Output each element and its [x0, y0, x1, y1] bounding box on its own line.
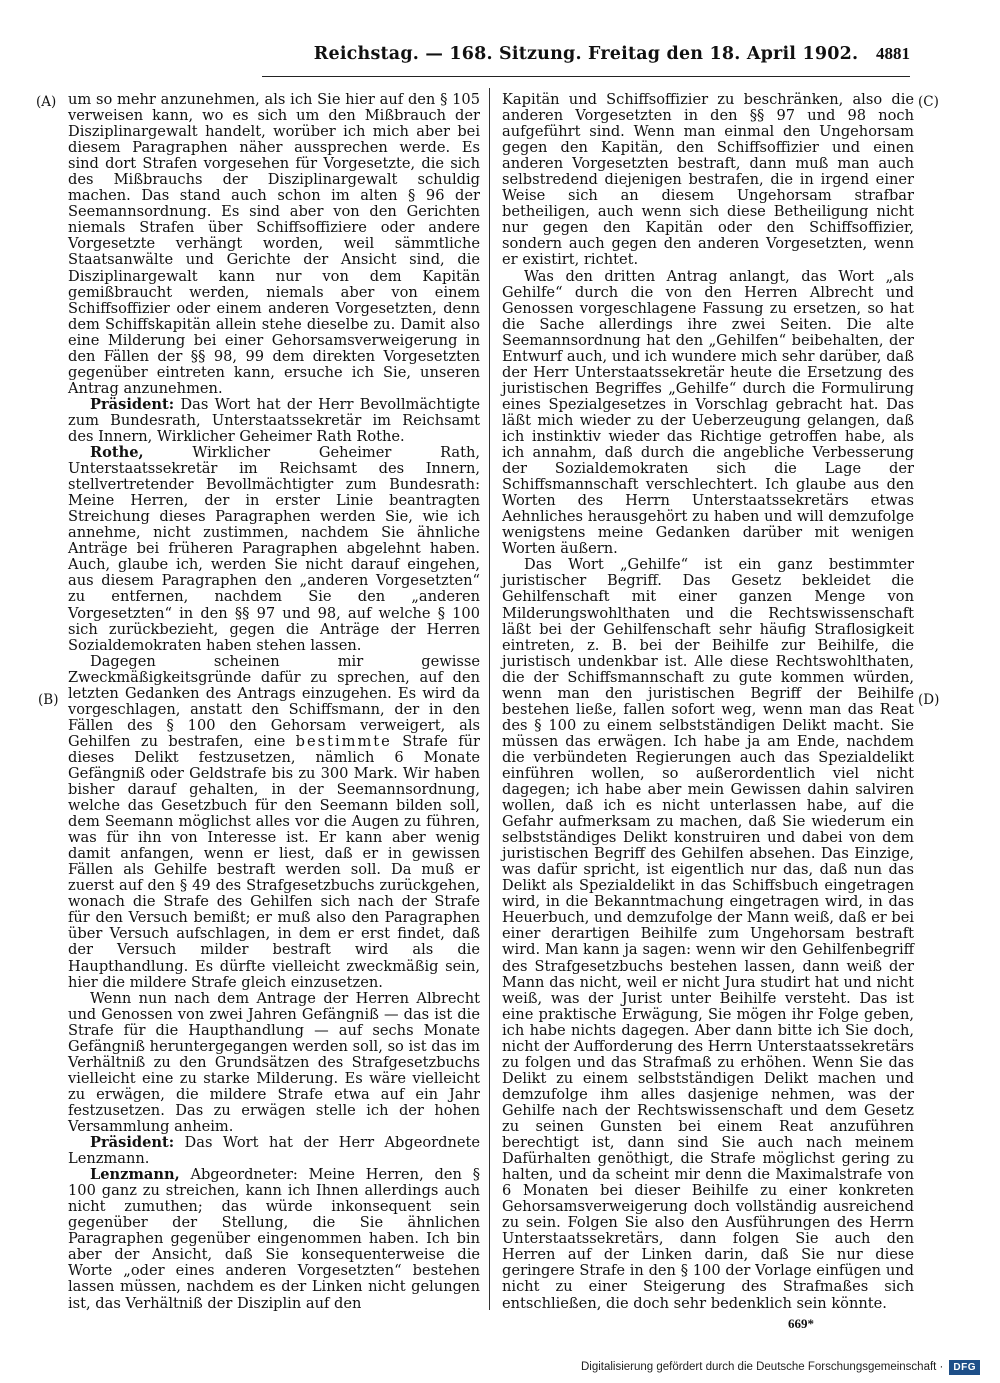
emphasized-word: bestimmte [295, 732, 392, 750]
dfg-logo: DFG [949, 1360, 980, 1375]
signature-mark: 669* [788, 1316, 814, 1331]
paragraph: Das Wort „Gehilfe“ ist ein ganz bestimmter juristischer Begriff. Das Gesetz bekleidet die Gehilfenschaft mit einer ganzen Menge von Milderungswohlthaten und die Rechtswissenschaft läßt bei der Gehilfenschaft sehr häufig Straflosigkeit eintreten, z. B. bei der Beihilfe zur Beihilfe, die juristisch undenkbar ist. Alle diese Rechtswohlthaten, die der Schiffsmannschaft zu gute kommen würden, wenn man den juristischen Begriff der Beihilfe bestehen ließe, fallen sofort weg, wenn man das Reat des § 100 zu einem selbstständigen Delikt macht. Sie müssen das erwägen. Ich habe ja am Ende, nachdem die verbündeten Regierungen auch das Spezialdelikt einführen wollen, so außerordentlich viel nicht dagegen; ich habe aber mein Gewissen dahin salviren wollen, daß ich es nicht unterlassen habe, auf die Gefahr aufmerksam zu machen, daß Sie wiederum ein selbstständiges Delikt konstruiren und dabei von dem juristischen Begriff des Gehilfen absehen. Das Einzige, was dafür spricht, ist eigentlich nur das, daß nun das Delikt als Spezialdelikt in das Schiffsbuch eingetragen wird, in die Bekanntmachung eingetragen wird, in das Heuerbuch, und demzufolge der Mann weiß, daß er bei einer derartigen Beihilfe zum Ungehorsam bestraft wird. Man kann ja sagen: wenn wir den Gehilfenbegriff des Strafgesetzbuchs bestehen lassen, dann weiß der Mann das nicht, weil er nicht Jura studirt hat und nicht weiß, was der Jurist unter Beihilfe versteht. Das ist eine praktische Erwägung, Sie mögen ihr Folge geben, ich habe nichts dagegen. Aber dann bitte ich Sie doch, nicht der Aufforderung des Herrn Unterstaatssekretärs zu folgen und das Strafmaß zu erhöhen. Wenn Sie das Delikt zu einem selbstständigen Delikt machen und demzufolge ihm alles dasjenige nehmen, was der Gehilfe nach der Rechtswissenschaft und dem Gesetz zu seinen Gunsten bei einem Reat anzuführen berechtigt ist, dann sind Sie auch nach meinem Dafürhalten genöthigt, die Strafe möglichst gering zu halten, und da scheint mir denn die Maximalstrafe von 6 Monaten bei dieser Beihilfe zu einer konkreten Gehorsamsverweigerung doch vollständig ausreichend zu sein. Folgen Sie also den Ausführungen des Herrn Unterstaatssekretärs, dann folgen Sie auch den Herren auf der Linken darin, daß Sie nur diese geringere Strafe in den § 100 der Vorlage einfügen und nicht zu einer Steigerung des Strafmaßes sich entschließen, die doch sehr bedenklich sein könnte. [502, 556, 914, 1312]
running-title: Reichstag. — 168. Sitzung. Freitag den 18. April 1902. [313, 44, 859, 64]
paragraph [68, 445, 480, 654]
margin-marker-d: (D) [918, 692, 940, 708]
speech-text: Strafe für dieses Delikt festzusetzen, nämlich 6 Monate Gefängniß oder Geldstrafe bis zu 300 Mark. Wir haben bisher darauf gehalten, in der Seemannsordnung, welche das Gesetzbuch für den Seemann bilden soll, dem Seemann möglichst alles vor die Augen zu führen, was für ihn von Interesse ist. Er kann aber wenig damit anfangen, wenn er liest, daß er in gewissen Fällen als Gehilfe bestraft werden soll. Da muß er zuerst auf den § 49 des Strafgesetzbuchs zurückgehen, wonach die Strafe des Gehilfen sich nach der Strafe für den Versuch bemißt; er muß also den Paragraphen über Versuch aufschlagen, in dem er erst findet, daß der Versuch milder bestraft wird als die Haupthandlung. Es dürfte vielleicht zweckmäßig sein, hier die mildere Strafe gleich einzusetzen. [68, 732, 480, 991]
footer-text: Digitalisierung gefördert durch die Deutsche Forschungsgemeinschaft · [580, 1361, 944, 1373]
column-divider [489, 88, 490, 1310]
paragraph: Wenn nun nach dem Antrage der Herren Albrecht und Genossen von zwei Jahren Gefängniß — das ist die Strafe für die Haupthandlung — auf sechs Monate Gefängniß heruntergegangen werden soll, so ist das im Verhältniß zu den Grundsätzen des Strafgesetzbuchs vielleicht eine zu starke Milderung. Es wäre vielleicht zu erwägen, die mildere Strafe etwa auf ein Jahr festzusetzen. Das zu erwägen stelle ich der hohen Versammlung anheim. [68, 989, 480, 1135]
speaker-name: Lenzmann, [90, 1166, 180, 1184]
paragraph: um so mehr anzunehmen, als ich Sie hier auf den § 105 verweisen kann, wo es sich um den Mißbrauch der Disziplinargewalt handelt, worüber ich mich aber bei diesem Paragraphen näher aussprechen werde. Es sind dort Strafen vorgesehen für Vorgesetzte, die sich des Mißbrauchs der Disziplinargewalt schuldig machen. Das stand auch schon im alten § 96 der Seemannsordnung. Es sind aber von den Gerichten niemals Strafen über Schiffsoffiziere oder andere Vorgesetzte verhängt worden, weil sämmtliche Staatsanwälte und Gerichte der Ansicht sind, die Disziplinargewalt kann nur von dem Kapitän gemißbraucht werden, niemals aber von einem Schiffsoffizier oder einem anderen Vorgesetzten, denn dem Schiffskapitän allein stehe dieselbe zu. Damit also eine Milderung bei einer Gehorsamsverweigerung in den Fällen der §§ 98, 99 dem direkten Vorgesetzten gegenüber eintreten kann, ersuche ich Sie, unseren Antrag anzunehmen. [68, 91, 480, 397]
speech-text: Das Wort hat der Herr Abgeordnete Lenzmann. [68, 1134, 480, 1168]
speech-text: Das Wort hat der Herr Bevollmächtigte zum Bundesrath, Unterstaatssekretär im Reichsamt des Innern, Wirklicher Geheimer Rath Rothe. [68, 395, 480, 445]
left-column [68, 92, 480, 1312]
header-rule [262, 76, 910, 77]
paragraph [68, 1167, 480, 1311]
speech-text: Dagegen scheinen mir gewisse Zweckmäßigkeitsgründe dafür zu sprechen, auf den letzten Gedanken des Antrags einzugehen. Es wird da vorgeschlagen, anstatt den Schiffsmann, der in den Fällen des § 100 den Gehorsam verweigert, als Gehilfen zu bestrafen, eine [68, 652, 480, 750]
speaker-name: Rothe, [90, 444, 144, 462]
speech-text: Abgeordneter: Meine Herren, den § 100 ganz zu streichen, kann ich Ihnen allerdings auch nicht zumuthen; das würde inkonsequent sein gegenüber der Stellung, die Sie ähnlichen Paragraphen gegenüber eingenommen haben. Ich bin aber der Ansicht, daß Sie konsequenterweise die Worte „oder eines anderen Vorgesetzten“ bestehen lassen müssen, nachdem es der Linken nicht gelungen ist, das Verhältniß der Disziplin auf den [68, 1166, 480, 1312]
margin-marker-c: (C) [918, 94, 939, 110]
paragraph [68, 1135, 480, 1167]
digitization-footer [581, 1357, 980, 1377]
speech-text: Wirklicher Geheimer Rath, Unterstaatssekretär im Reichsamt des Innern, stellvertretender Bevollmächtigter zum Bundesrath: Meine Herren, der in erster Linie beantragten Streichung dieses Paragraphen werden Sie, wie ich annehme, nicht zustimmen, nachdem Sie ähnliche Anträge bei früheren Paragraphen abgelehnt haben. Auch, glaube ich, werden Sie nicht darauf eingehen, aus diesem Paragraphen den „anderen Vorgesetzten“ zu entfernen, nachdem Sie den „anderen Vorgesetzten“ in den §§ 97 und 98, auf welche § 100 sich zurückbezieht, gegen die Anträge der Herren Sozialdemokraten haben stehen lassen. [68, 444, 480, 654]
paragraph: Was den dritten Antrag anlangt, das Wort „als Gehilfe“ durch die von den Herren Albrecht und Genossen vorgeschlagene Fassung zu ersetzen, so hat die Sache allerdings ihre zwei Seiten. Die alte Seemannsordnung hat den „Gehilfen“ beibehalten, der Entwurf auch, und ich wundere mich sehr darüber, daß der Herr Unterstaatssekretär heute die Ersetzung des juristischen Begriffes „Gehilfe“ durch die Formulirung eines Spezialgesetzes in Vorschlag gebracht hat. Das läßt mich wieder zu der Ueberzeugung gelangen, daß ich instinktiv wieder das Richtige getroffen habe, als ich annahm, daß durch die angebliche Verbesserung der Sozialdemokraten sich die Lage der Schiffsmannschaft verschlechtert. Ich glaube aus den Worten des Herrn Unterstaatssekretärs etwas Aehnliches herausgehört zu haben und will demzufolge wenigstens meine Gedanken darüber mit wenigen Worten äußern. [502, 267, 914, 558]
margin-marker-b: (B) [38, 692, 59, 708]
paragraph: Kapitän und Schiffsoffizier zu beschränken, also die anderen Vorgesetzten in den §§ 97 und 98 noch aufgeführt sind. Wenn man einmal den Ungehorsam gegen den Kapitän, den Schiffsoffizier und einen anderen Vorgesetzten bestraft, dann muß man auch selbstredend diejenigen bestrafen, die in irgend einer Weise sich an diesem Ungehorsam strafbar betheiligen, auch wenn sich diese Betheiligung nicht nur gegen den Kapitän oder den Schiffsoffizier, sondern auch gegen den anderen Vorgesetzten, wenn er existirt, richtet. [502, 91, 914, 269]
speaker-name: Präsident: [90, 395, 175, 413]
paragraph [68, 654, 480, 991]
paragraph [68, 397, 480, 445]
margin-marker-a: (A) [36, 94, 57, 110]
speaker-name: Präsident: [90, 1134, 175, 1152]
page-number: 4881 [876, 44, 910, 63]
right-column [502, 92, 914, 1312]
running-header [262, 44, 910, 72]
